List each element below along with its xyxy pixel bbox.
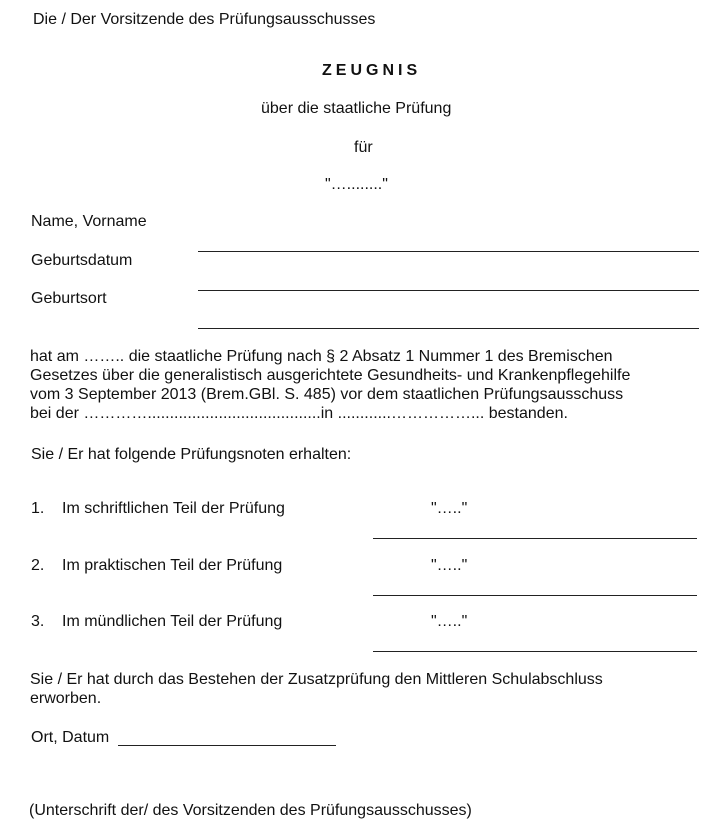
grade-label: Im praktischen Teil der Prüfung — [62, 557, 283, 574]
additional-exam-line: erworben. — [30, 690, 102, 707]
grade-value: "….." — [431, 557, 468, 574]
statement-line: bei der ………….......................................in ............……………... bestanden. — [30, 405, 568, 422]
document-subtitle: über die staatliche Prüfung — [261, 100, 452, 117]
statement-line: hat am …….. die staatliche Prüfung nach § 2 Absatz 1 Nummer 1 des Bremischen — [30, 348, 613, 365]
grade-value: "….." — [431, 500, 468, 517]
grade-label: Im schriftlichen Teil der Prüfung — [62, 500, 285, 517]
grades-intro: Sie / Er hat folgende Prüfungsnoten erhalten: — [31, 446, 352, 463]
signature-caption: (Unterschrift der/ des Vorsitzenden des Prüfungsausschusses) — [29, 802, 472, 819]
committee-chair-label: Die / Der Vorsitzende des Prüfungsausschusses — [33, 11, 376, 28]
grade-number: 1. — [31, 500, 45, 517]
grade-number: 3. — [31, 613, 45, 630]
name-label: Name, Vorname — [31, 213, 147, 230]
grade-label: Im mündlichen Teil der Prüfung — [62, 613, 283, 630]
qualification-placeholder: "…........" — [325, 176, 388, 193]
place-date-line[interactable] — [118, 745, 336, 746]
birth-place-label: Geburtsort — [31, 290, 107, 307]
grade-value: "….." — [431, 613, 468, 630]
statement-line: Gesetzes über die generalistisch ausgerichtete Gesundheits- und Krankenpflegehilfe — [30, 367, 631, 384]
birth-date-line[interactable] — [198, 290, 699, 291]
grade-line[interactable] — [373, 595, 697, 596]
additional-exam-line: Sie / Er hat durch das Bestehen der Zusatzprüfung den Mittleren Schulabschluss — [30, 671, 603, 688]
for-label: für — [354, 139, 373, 156]
document-title: ZEUGNIS — [322, 62, 422, 79]
birth-date-label: Geburtsdatum — [31, 252, 133, 269]
statement-line: vom 3 September 2013 (Brem.GBl. S. 485) vor dem staatlichen Prüfungsausschuss — [30, 386, 624, 403]
additional-exam-statement — [30, 670, 710, 708]
name-line[interactable] — [198, 251, 699, 252]
grade-number: 2. — [31, 557, 45, 574]
grade-line[interactable] — [373, 538, 697, 539]
exam-statement — [30, 347, 710, 423]
grade-line[interactable] — [373, 651, 697, 652]
place-date-label: Ort, Datum — [31, 729, 110, 746]
birth-place-line[interactable] — [198, 328, 699, 329]
